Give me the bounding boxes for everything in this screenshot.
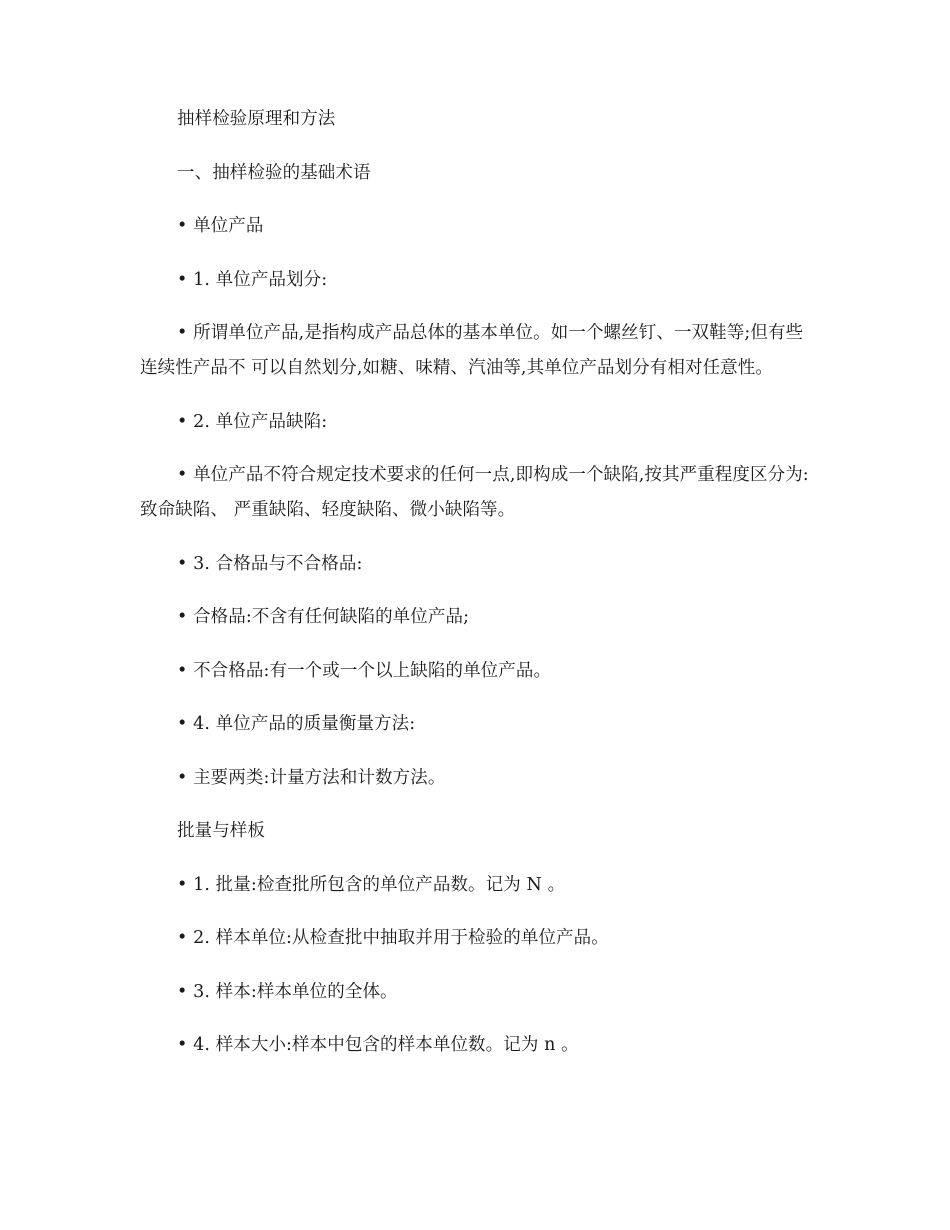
bullet-item: • 3. 合格品与不合格品: [177,553,363,574]
bullet-paragraph: • 所谓单位产品,是指构成产品总体的基本单位。如一个螺丝钉、一双鞋等;但有些连续性产品不 可以自然划分,如糖、味精、汽油等,其单位产品划分有相对任意性。 [140,323,804,378]
bullet-item: • 主要两类:计量方法和计数方法。 [177,767,446,788]
bullet-item: • 3. 样本:样本单位的全体。 [177,981,398,1002]
document-title: 抽样检验原理和方法 [177,109,336,129]
bullet-item: • 2. 单位产品缺陷: [177,411,328,432]
section-heading: 一、抽样检验的基础术语 [177,162,371,183]
bullet-item: • 2. 样本单位:从检查批中抽取并用于检验的单位产品。 [177,928,609,948]
section-heading: 批量与样板 [177,821,265,841]
bullet-item: • 4. 样本大小:样本中包含的样本单位数。记为 n 。 [177,1035,579,1055]
document-body [140,102,812,1082]
bullet-item: • 1. 单位产品划分: [177,269,328,290]
bullet-paragraph: • 单位产品不符合规定技术要求的任何一点,即构成一个缺陷,按其严重程度区分为:致命缺陷、 严重缺陷、轻度缺陷、微小缺陷等。 [140,465,809,520]
bullet-item: • 1. 批量:检查批所包含的单位产品数。记为 N 。 [177,874,566,895]
bullet-item: • 合格品:不含有任何缺陷的单位产品; [177,607,470,627]
bullet-item: • 单位产品 [177,216,264,236]
bullet-item: • 4. 单位产品的质量衡量方法: [177,714,416,734]
bullet-item: • 不合格品:有一个或一个以上缺陷的单位产品。 [177,660,552,681]
